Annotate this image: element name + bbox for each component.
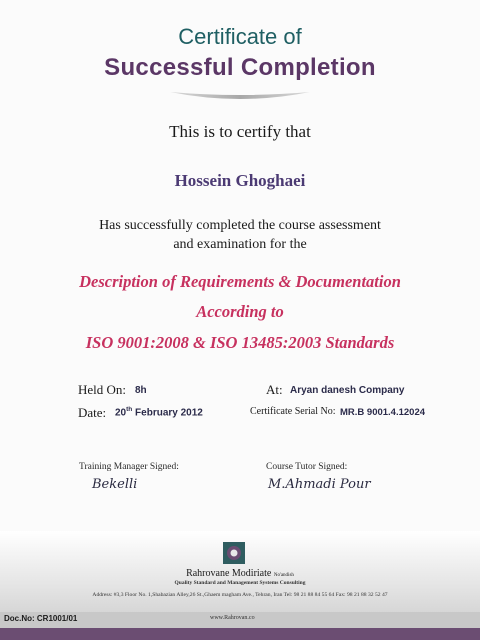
company-address: Address: #3,3 Floor No. 1,Shabazian Alley,26 St.,Ghaem magham Ave., Tehran, Iran Tel: 98 21 88 84 55 64 Fax: 98 21 88 32 52 47 (92, 592, 388, 598)
serial-label: Certificate Serial No: (250, 406, 336, 417)
course-title-line2: According to (196, 302, 284, 321)
course-tutor-label: Course Tutor Signed: (266, 462, 348, 472)
company-logo (223, 542, 245, 564)
date-day: 20 (115, 407, 127, 419)
training-manager-signature: Bekelli (92, 477, 138, 492)
company-website: www.Rahrovan.co (210, 615, 255, 621)
company-name (0, 568, 480, 579)
company-name-sub: No'andish (273, 573, 294, 578)
course-tutor-signature: M.Ahmadi Pour (268, 477, 371, 492)
completion-statement-line1: Has successfully completed the course assessment (99, 218, 381, 233)
training-manager-label: Training Manager Signed: (79, 462, 179, 472)
footer-purple-bar (0, 628, 480, 640)
certificate-title-line1: Certificate of (178, 24, 302, 49)
venue-label: At: (266, 382, 283, 397)
company-tagline: Quality Standard and Management Systems Consulting (174, 580, 306, 586)
certify-statement: This is to certify that (169, 122, 311, 141)
course-title-line3: ISO 9001:2008 & ISO 13485:2003 Standards (85, 333, 395, 352)
date-suffix: th (126, 406, 133, 413)
venue-value: Aryan danesh Company (290, 385, 405, 396)
date-rest: February 2012 (132, 407, 203, 419)
completion-statement-line2: and examination for the (173, 237, 307, 252)
certificate-title-line2: Successful Completion (104, 54, 376, 81)
held-on-value: 8h (135, 385, 147, 396)
course-title-line1: Description of Requirements & Documentation (79, 272, 401, 291)
held-on-label: Held On: (78, 382, 127, 397)
title-swoosh-decoration (0, 84, 480, 106)
serial-value: MR.B 9001.4.12024 (340, 407, 426, 418)
company-name-text: Rahrovane Modiriate (186, 568, 272, 579)
date-value (115, 406, 203, 418)
date-label: Date: (78, 405, 107, 420)
document-number: Doc.No: CR1001/01 (4, 614, 78, 623)
recipient-name: Hossein Ghoghaei (174, 171, 306, 190)
